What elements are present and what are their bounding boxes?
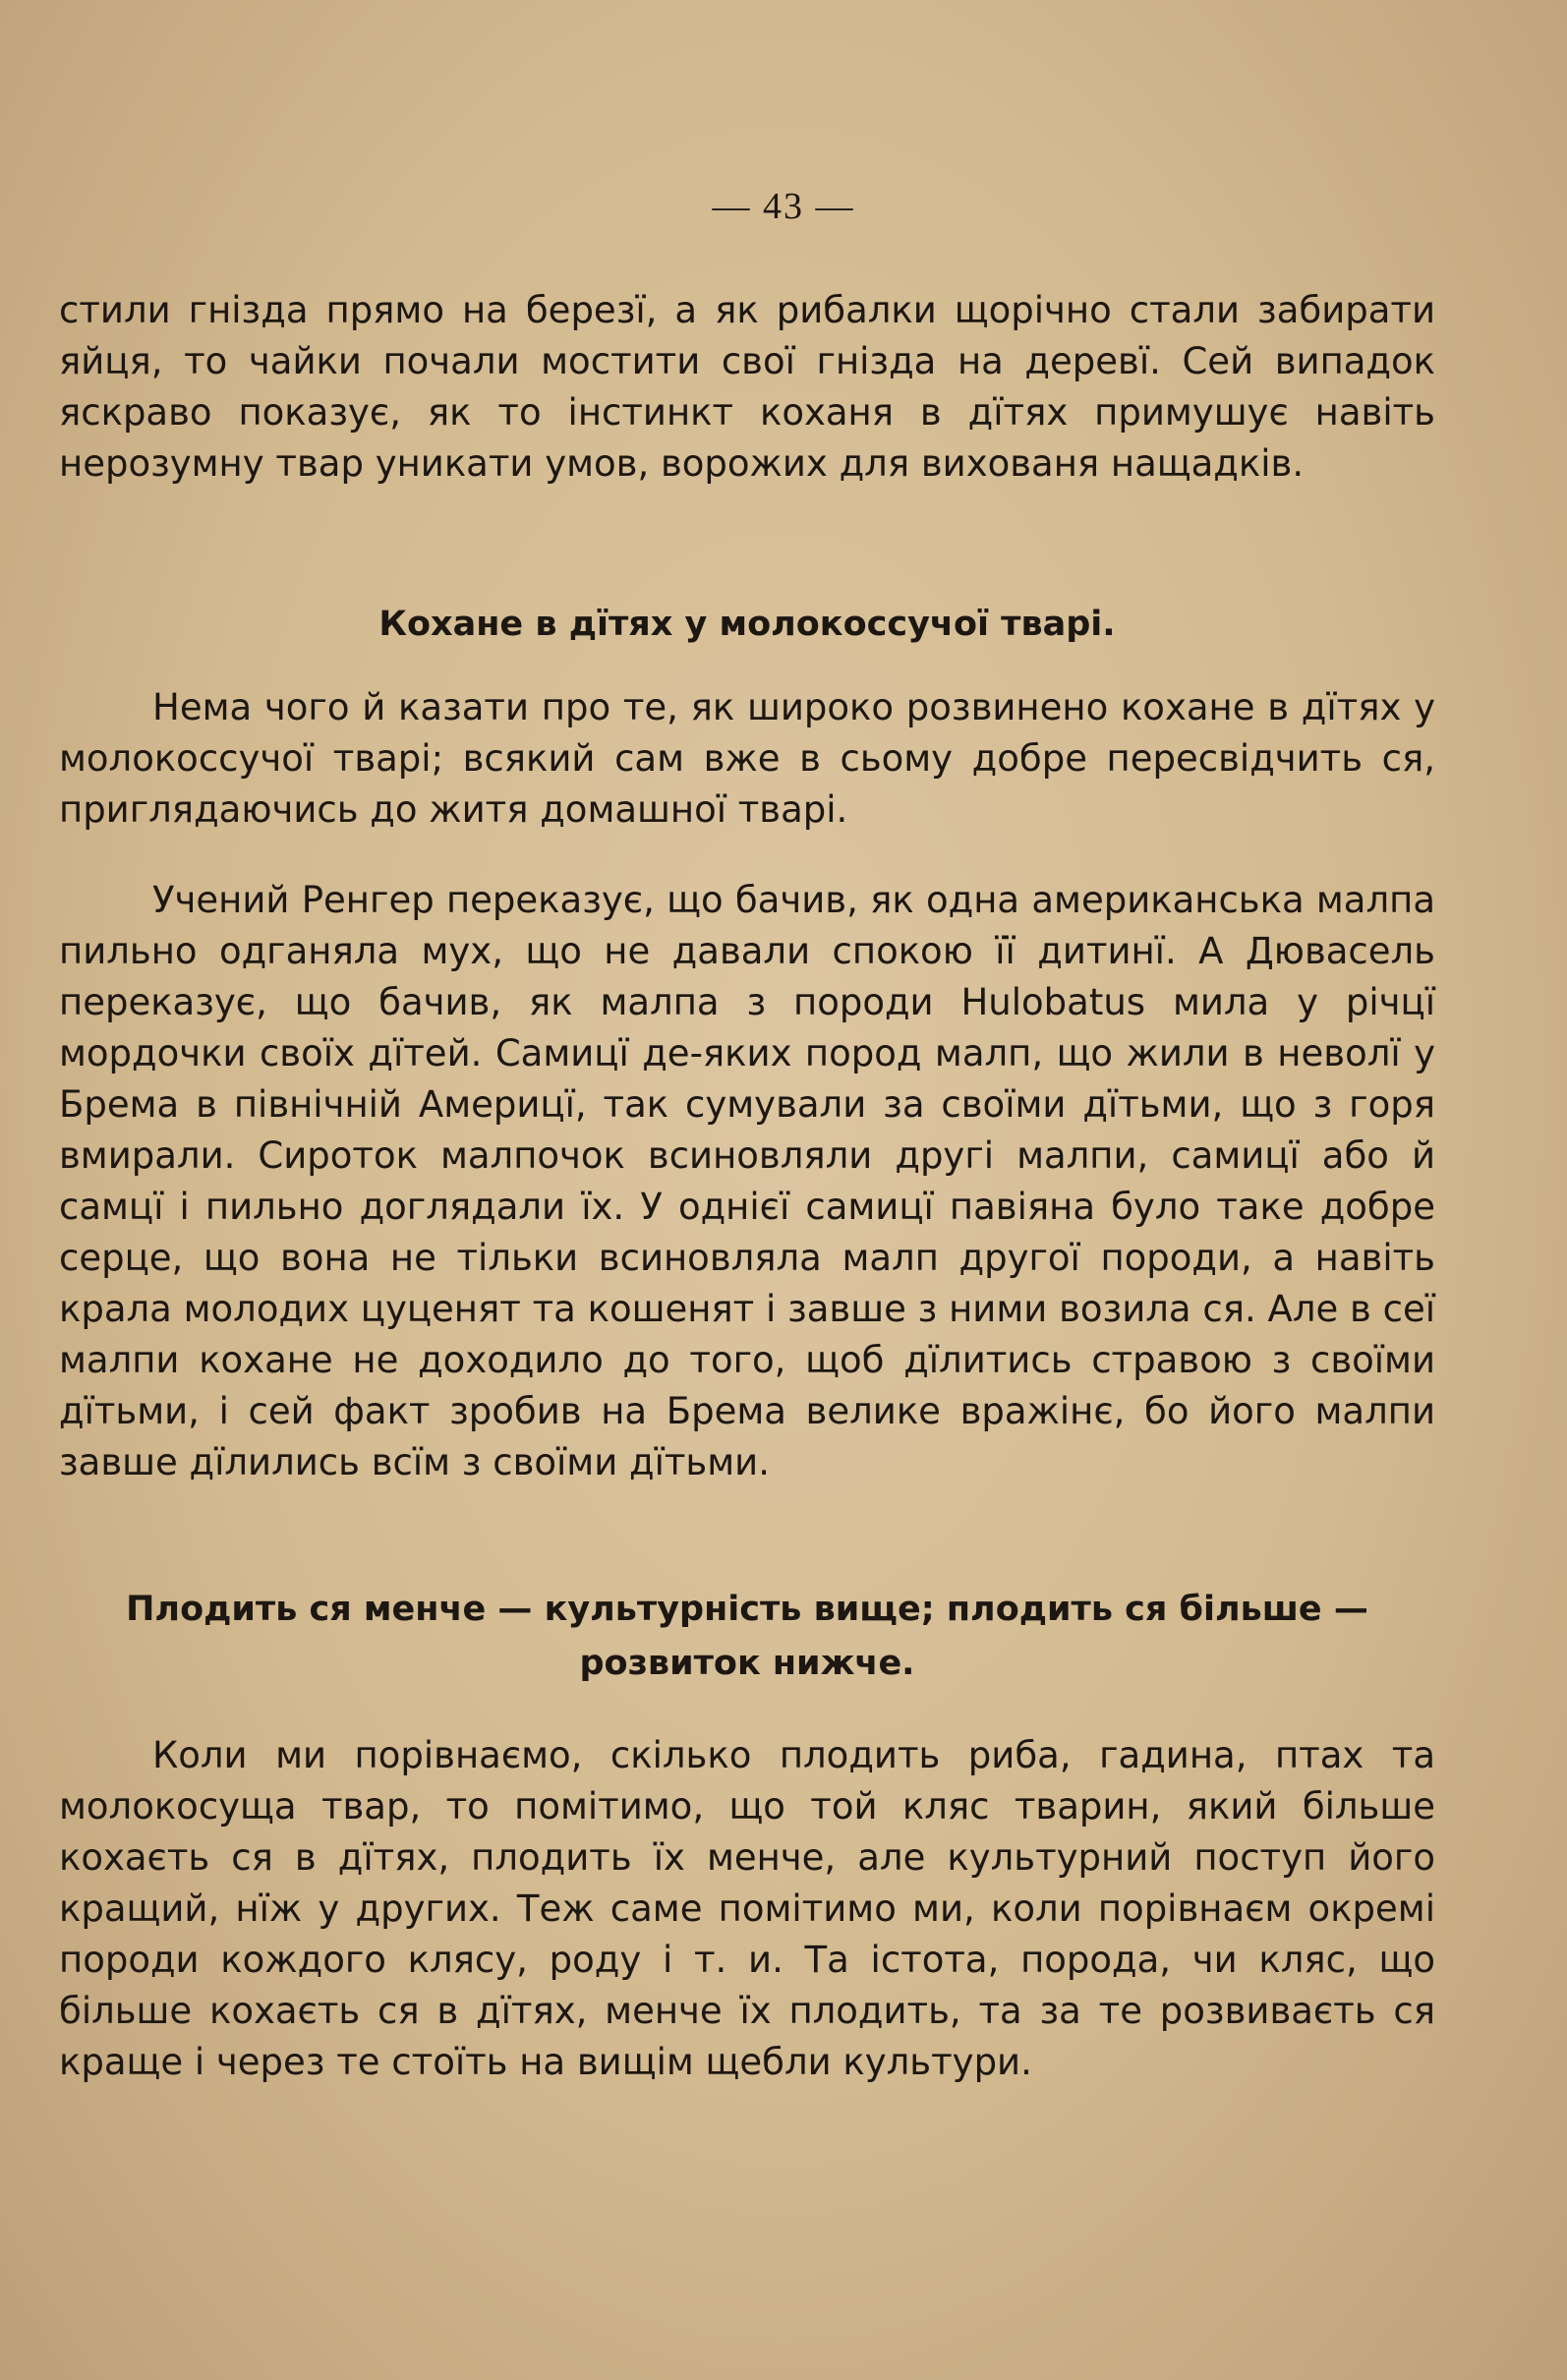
- section-heading-breeding: Плодить ся менче — культурність вище; плодить ся більше — розвиток нижче.: [126, 1590, 1368, 1683]
- paragraph-breeding: Коли ми порівнаємо, скілько плодить риба, гадина, птах та молокосуща твар, то помітимо, що той кляс тварин, який більше кохаєть ся в дїтях, плодить їх менче, але культурний поступ його кращий, нїж у других. Теж саме помітимо ми, коли порівнаєм окремі породи кождого клясу, роду і т. и. Та істота, порода, чи кляс, що більше кохаєть ся в дїтях, менче їх плодить, та за те розвиваєть ся краще і через те стоїть на вищім щебли культури.: [59, 1734, 1435, 2083]
- page-number: — 43 —: [712, 186, 855, 227]
- paragraph-continuation: стили гнізда прямо на березї, а як рибалки щорічно стали забирати яйця, то чайки почали мостити свої гнізда на деревї. Сей випадок яскраво показує, як то інстинкт коханя в дїтях примушує навіть нерозумну твар уникати умов, ворожих для вихованя нащадків.: [59, 289, 1435, 485]
- paragraph-monkeys: Учений Ренгер переказує, що бачив, як одна американська малпа пильно одганяла мух, що не давали спокою її дитинї. А Дювасель переказує, що бачив, як малпа з породи Hulobatus мила у річцї мордочки своїх дїтей. Самицї де-яких пород малп, що жили в неволї у Брема в північній Америцї, так сумували за своїми дїтьми, що з горя вмирали. Сироток малпочок всиновляли другі малпи, самицї або й самцї і пильно доглядали їх. У однієї самицї павіяна було таке добре серце, що вона не тільки всиновляла малп другої породи, а навіть крала молодих цуценят та кошенят і завше з ними возила ся. Але в сеї малпи кохане не доходило до того, щоб дїлитись стравою з своїми дїтьми, і сей факт зробив на Брема велике вражінє, бо його малпи завше дїлились всїм з своїми дїтьми.: [59, 879, 1435, 1483]
- section-heading-mammals: Кохане в дїтях у молокоссучої тварі.: [378, 605, 1116, 644]
- paragraph-mammals-intro: Нема чого й казати про те, як широко розвинено кохане в дїтях у молокоссучої тварі; всякий сам вже в сьому добре пересвідчить ся, приглядаючись до житя домашної тварі.: [59, 686, 1435, 831]
